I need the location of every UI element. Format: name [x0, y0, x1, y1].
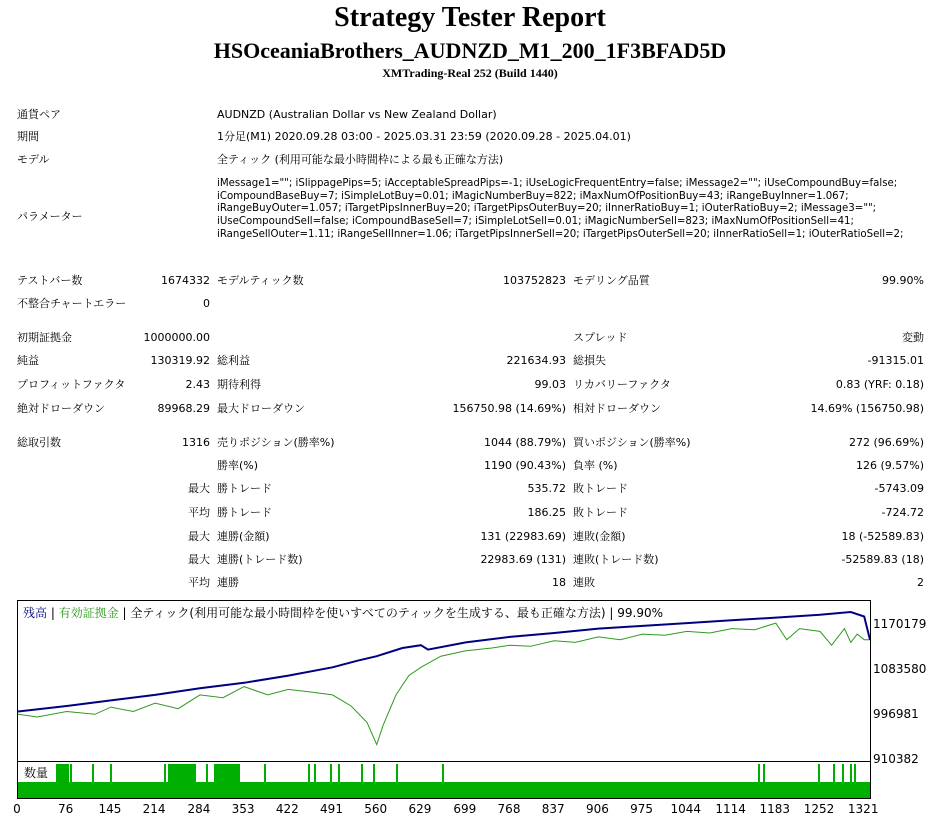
x-tick-label: 560 — [364, 802, 388, 816]
pf-value: 2.43 — [185, 378, 210, 391]
max-dd-value: 156750.98 (14.69%) — [452, 402, 566, 415]
loss-rate-label: 負率 (%) — [573, 459, 618, 472]
x-tick-label: 214 — [142, 802, 166, 816]
total-trades-label: 総取引数 — [17, 436, 61, 449]
volume-bar — [833, 764, 835, 782]
x-tick-label: 1044 — [670, 802, 702, 816]
volume-bar — [373, 764, 375, 782]
report-subtitle: HSOceaniaBrothers_AUDNZD_M1_200_1F3BFAD5D — [213, 38, 727, 63]
volume-bar — [206, 764, 208, 782]
x-tick-label: 768 — [497, 802, 521, 816]
x-tick-label: 76 — [58, 802, 74, 816]
x-tick-label: 145 — [98, 802, 122, 816]
y-tick-label: 910382 — [873, 752, 919, 766]
largest-win-value: 535.72 — [527, 482, 566, 495]
volume-base-bar — [18, 782, 870, 798]
long-value: 272 (96.69%) — [848, 436, 924, 449]
expected-label: 期待利得 — [217, 378, 261, 391]
volume-bar — [758, 764, 760, 782]
x-tick-label: 629 — [408, 802, 432, 816]
gross-loss-label: 総損失 — [573, 354, 606, 367]
chart-legend — [23, 604, 663, 621]
max-cons-wins-label: 連勝(金額) — [217, 530, 270, 543]
gross-loss-value: -91315.01 — [867, 354, 924, 367]
x-tick-label: 1252 — [803, 802, 835, 816]
avg-label-2: 平均 — [188, 576, 210, 589]
server-info: XMTrading-Real 252 (Build 1440) — [382, 66, 558, 80]
largest-win-label: 勝トレード — [217, 482, 272, 495]
x-tick-label: 284 — [187, 802, 211, 816]
spread-value: 変動 — [902, 331, 924, 344]
mismatch-label: 不整合チャートエラー — [17, 297, 127, 310]
win-rate-value: 1190 (90.43%) — [483, 459, 566, 472]
volume-bar — [850, 764, 852, 782]
avg-win-label: 勝トレード — [217, 506, 272, 519]
volume-bar — [330, 764, 332, 782]
volume-bar — [842, 764, 844, 782]
volume-bar — [56, 764, 69, 782]
legend-sep: | — [47, 606, 59, 620]
volume-bar — [92, 764, 94, 782]
volume-bar — [361, 764, 363, 782]
rel-dd-label: 相対ドローダウン — [573, 402, 661, 415]
equity-line — [18, 623, 870, 745]
volume-panel — [17, 761, 871, 799]
short-label: 売りポジション(勝率%) — [217, 436, 335, 449]
volume-svg — [18, 762, 870, 798]
x-tick-label: 837 — [541, 802, 565, 816]
volume-bar — [396, 764, 398, 782]
avg-loss-label: 敗トレード — [573, 506, 628, 519]
volume-label: 数量 — [24, 766, 49, 780]
max-label-1: 最大 — [188, 482, 210, 495]
ticks-label: モデルティック数 — [217, 274, 304, 287]
x-tick-label: 975 — [630, 802, 654, 816]
volume-bar — [264, 764, 266, 782]
avg-label-1: 平均 — [188, 506, 210, 519]
abs-dd-value: 89968.29 — [157, 402, 210, 415]
volume-bar — [308, 764, 310, 782]
x-tick-label: 0 — [13, 802, 21, 816]
expected-value: 99.03 — [534, 378, 566, 391]
quality-value: 99.90% — [882, 274, 924, 287]
net-label: 純益 — [17, 354, 39, 367]
volume-bar — [70, 764, 72, 782]
period-value: 1分足(M1) 2020.09.28 03:00 - 2025.03.31 23:59 (2020.09.28 - 2025.04.01) — [217, 130, 631, 143]
recovery-label: リカバリーファクタ — [573, 378, 671, 391]
volume-bar — [442, 764, 444, 782]
bars-label: テストバー数 — [17, 274, 83, 287]
max-cons-losses-label: 連敗(金額) — [573, 530, 626, 543]
max-dd-label: 最大ドローダウン — [217, 402, 305, 415]
volume-bar — [214, 764, 240, 782]
equity-chart — [17, 600, 871, 762]
pf-label: プロフィットファクタ — [17, 378, 126, 391]
bars-value: 1674332 — [161, 274, 210, 287]
volume-bar — [314, 764, 316, 782]
loss-rate-value: 126 (9.57%) — [855, 459, 924, 472]
x-tick-label: 906 — [585, 802, 609, 816]
quality-label: モデリング品質 — [573, 274, 650, 287]
y-tick-label: 996981 — [873, 707, 919, 721]
x-tick-label: 1321 — [847, 802, 879, 816]
params-value: iMessage1=""; iSlippagePips=5; iAcceptableSpreadPips=-1; iUseLogicFrequentEntry=false; iMessage2=""; iUseCompoundBuy=false; iCompoundBaseBuy=7; iSimpleLotBuy=0.01; iMagicNumberBuy=822; iMaxNumOfPositionBuy=43; iRangeBuyInner=1.067; iRangeBuyOuter=1.057; iTargetPipsInnerBuy=20; iTargetPipsOuterBuy=20; iInnerRatioBuy=1; iOuterRatioBuy=2; iMessage3=""; iUseCompoundSell=false; iCompoundBaseSell=7; iSimpleLotSell=0.01; iMagicNumberSell=823; iMaxNumOfPositionSell=41; iRangeSellOuter=1.11; iRangeSellInner=1.06; iTargetPipsInnerSell=20; iTargetPipsOuterSell=20; iInnerRatioSell=1; iOuterRatioSell=2; — [217, 178, 904, 240]
max-cons-loss-value: -52589.83 (18) — [841, 553, 924, 566]
symbol-value: AUDNZD (Australian Dollar vs New Zealand Dollar) — [217, 108, 497, 121]
gross-profit-value: 221634.93 — [506, 354, 566, 367]
legend-sep: | — [118, 606, 131, 620]
balance-line — [18, 612, 870, 712]
max-cons-profit-label: 連勝(トレード数) — [217, 553, 303, 566]
largest-loss-value: -5743.09 — [874, 482, 924, 495]
volume-bar — [854, 764, 856, 782]
x-tick-label: 1114 — [715, 802, 746, 816]
volume-bar — [168, 764, 196, 782]
deposit-label: 初期証拠金 — [17, 331, 72, 344]
abs-dd-label: 絶対ドローダウン — [17, 402, 105, 415]
model-label: モデル — [17, 153, 50, 166]
max-cons-wins-value: 131 (22983.69) — [480, 530, 566, 543]
volume-bar — [110, 764, 112, 782]
gross-profit-label: 総利益 — [217, 354, 250, 367]
long-label: 買いポジション(勝率%) — [573, 436, 691, 449]
x-tick-label: 699 — [453, 802, 477, 816]
avg-cons-losses-value: 2 — [917, 576, 924, 589]
volume-bar — [164, 764, 166, 782]
max-cons-profit-value: 22983.69 (131) — [480, 553, 566, 566]
rel-dd-value: 14.69% (156750.98) — [810, 402, 924, 415]
period-label: 期間 — [17, 130, 39, 143]
avg-cons-wins-value: 18 — [552, 576, 566, 589]
ticks-value: 103752823 — [503, 274, 566, 287]
avg-win-value: 186.25 — [527, 506, 566, 519]
spread-label: スプレッド — [573, 331, 628, 344]
legend-equity: 有効証拠金 — [58, 606, 119, 620]
win-rate-label: 勝率(%) — [217, 459, 259, 472]
short-value: 1044 (88.79%) — [483, 436, 566, 449]
avg-loss-value: -724.72 — [881, 506, 924, 519]
x-tick-label: 1183 — [759, 802, 791, 816]
x-tick-label: 491 — [320, 802, 343, 816]
largest-loss-label: 敗トレード — [573, 482, 628, 495]
y-tick-label: 1170179 — [873, 617, 927, 631]
avg-cons-wins-label: 連勝 — [217, 576, 239, 589]
y-tick-label: 1083580 — [873, 662, 927, 676]
volume-bar — [818, 764, 820, 782]
volume-bar — [763, 764, 765, 782]
mismatch-value: 0 — [203, 297, 210, 310]
deposit-value: 1000000.00 — [143, 331, 210, 344]
total-trades-value: 1316 — [182, 436, 210, 449]
equity-chart-svg — [18, 601, 870, 761]
model-value: 全ティック (利用可能な最小時間枠による最も正確な方法) — [217, 153, 504, 166]
max-label-3: 最大 — [188, 553, 210, 566]
symbol-label: 通貨ペア — [17, 108, 61, 121]
x-tick-label: 422 — [275, 802, 299, 816]
net-value: 130319.92 — [150, 354, 210, 367]
x-tick-label: 353 — [231, 802, 255, 816]
params-label: パラメーター — [17, 210, 83, 223]
legend-balance: 残高 — [23, 606, 48, 620]
max-label-2: 最大 — [188, 530, 210, 543]
avg-cons-losses-label: 連敗 — [573, 576, 595, 589]
volume-bar — [338, 764, 340, 782]
recovery-value: 0.83 (YRF: 0.18) — [835, 378, 924, 391]
max-cons-loss-label: 連敗(トレード数) — [573, 553, 659, 566]
report-title: Strategy Tester Report — [334, 2, 606, 33]
max-cons-losses-value: 18 (-52589.83) — [841, 530, 924, 543]
legend-model: 全ティック(利用可能な最小時間枠を使いすべてのティックを生成する、最も正確な方法) | 99.90% — [130, 606, 664, 620]
